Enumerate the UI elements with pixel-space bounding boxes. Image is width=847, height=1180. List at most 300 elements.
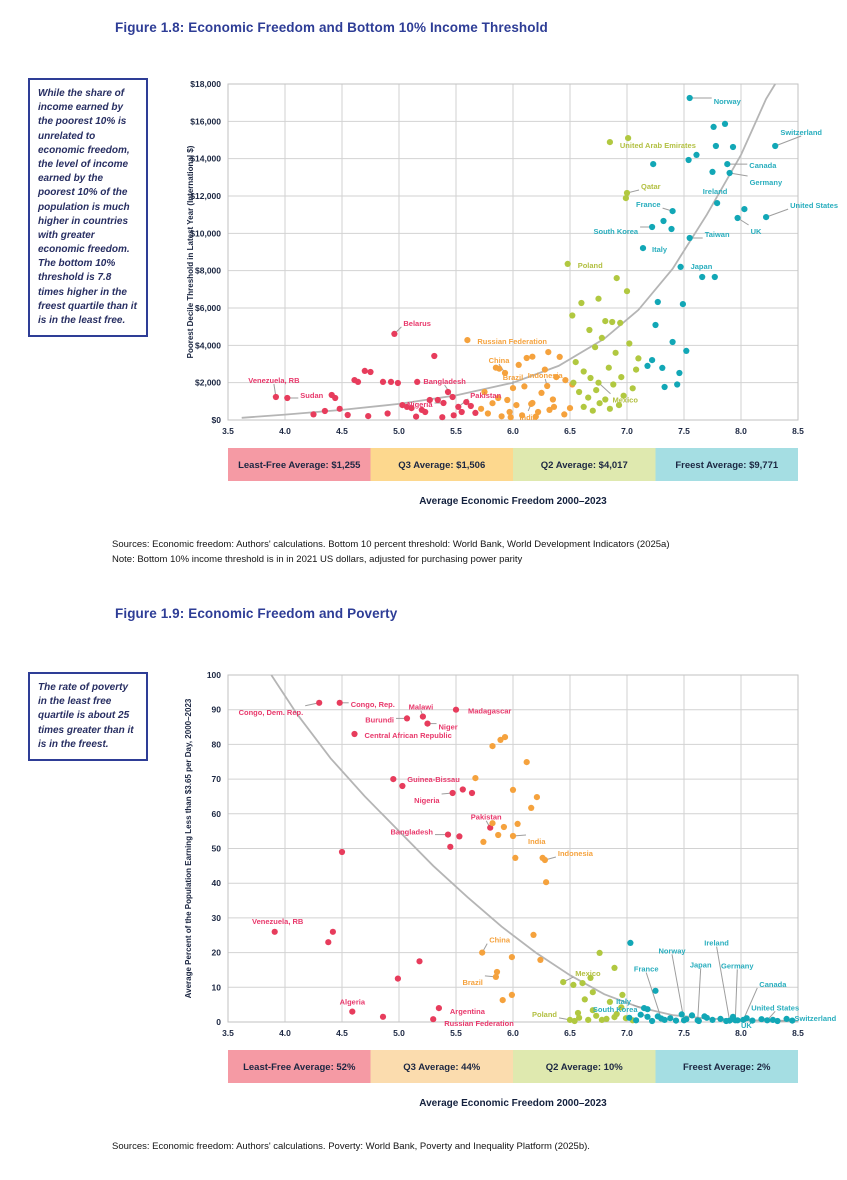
- figure-1-8-sources-line: Sources: Economic freedom: Authors' calculations. Bottom 10 percent threshold: World Bank, World Development Indicators (2025a): [112, 539, 670, 550]
- x-tick-label: 3.5: [222, 1028, 234, 1038]
- data-point: [735, 215, 741, 221]
- figure-1-8-title: Figure 1.8: Economic Freedom and Bottom 10% Income Threshold: [115, 20, 548, 35]
- quartile-band-label: Q3 Average: 44%: [403, 1062, 481, 1073]
- x-tick-label: 4.0: [279, 1028, 291, 1038]
- data-point: [652, 322, 658, 328]
- data-point: [570, 982, 576, 988]
- data-point: [714, 200, 720, 206]
- country-label: UK: [741, 1020, 752, 1030]
- data-point: [464, 337, 470, 343]
- data-point: [662, 384, 668, 390]
- y-tick-label: 60: [211, 808, 221, 819]
- y-tick-label: 100: [206, 670, 221, 680]
- data-point: [662, 1017, 668, 1023]
- data-point: [500, 997, 506, 1003]
- country-label: India: [519, 412, 537, 422]
- figure-1-9-sources: [112, 1140, 832, 1155]
- data-point: [590, 989, 596, 995]
- data-point: [704, 1015, 710, 1021]
- data-point: [683, 348, 689, 354]
- x-tick-label: 8.5: [792, 426, 804, 436]
- country-label: Italy: [616, 997, 632, 1007]
- country-label: China: [488, 356, 510, 365]
- data-point: [735, 1017, 741, 1023]
- y-tick-label: 0: [216, 1017, 221, 1027]
- data-point: [551, 404, 557, 410]
- data-point: [614, 275, 620, 281]
- data-point: [529, 354, 535, 360]
- quartile-band-label: Freest Average: $9,771: [675, 460, 779, 471]
- data-point: [332, 395, 338, 401]
- data-point: [395, 976, 401, 982]
- data-point: [687, 95, 693, 101]
- data-point: [365, 413, 371, 419]
- data-point: [424, 721, 430, 727]
- data-point: [385, 410, 391, 416]
- y-tick-label: 30: [211, 912, 221, 923]
- x-tick-label: 8.0: [735, 426, 747, 436]
- x-tick-label: 7.5: [678, 1028, 690, 1038]
- y-tick-label: $0: [211, 415, 221, 425]
- data-point: [764, 1017, 770, 1023]
- data-point: [659, 365, 665, 371]
- data-point: [602, 318, 608, 324]
- data-point: [489, 743, 495, 749]
- country-label: Congo, Dem. Rep.: [238, 707, 304, 717]
- data-point: [509, 992, 515, 998]
- country-label: Central African Republic: [364, 731, 452, 740]
- data-point: [699, 274, 705, 280]
- data-point: [355, 379, 361, 385]
- data-point: [422, 409, 428, 415]
- label-leader-line: [698, 968, 701, 1020]
- data-point: [453, 707, 459, 713]
- figure-1-8-sidebar-text: While the share of income earned by the poorest 10% is unrelated to economic freedom, the level of income earned by the poorest 10% of the population is much higher in countries with greater economic freedom. The bottom 10% threshold is 7.8 times higher in the freest quartile than it is in the least free.: [38, 88, 137, 326]
- data-point: [686, 157, 692, 163]
- data-point: [784, 1016, 790, 1022]
- data-point: [630, 385, 636, 391]
- country-label: Madagascar: [468, 706, 512, 716]
- country-label: France: [633, 964, 659, 974]
- data-point: [524, 355, 530, 361]
- data-point: [602, 396, 608, 402]
- data-point: [507, 409, 513, 415]
- data-point: [380, 379, 386, 385]
- data-point: [450, 790, 456, 796]
- data-point: [516, 362, 522, 368]
- data-point: [696, 1018, 702, 1024]
- data-point: [585, 1017, 591, 1023]
- label-leader-line: [775, 136, 801, 146]
- data-point: [469, 790, 475, 796]
- country-label: Switzerland: [794, 1014, 837, 1023]
- country-label: Japan: [689, 960, 712, 970]
- data-point: [538, 390, 544, 396]
- data-point: [711, 124, 717, 130]
- data-point: [543, 879, 549, 885]
- country-label: Canada: [749, 161, 777, 171]
- quartile-band-label: Q3 Average: $1,506: [398, 460, 486, 471]
- data-point: [644, 1006, 650, 1012]
- data-point: [727, 170, 733, 176]
- figure-1-8-note-line: Note: Bottom 10% income threshold is in in 2021 US dollars, adjusted for purchasing power parity: [112, 553, 523, 565]
- y-axis-title: Poorest Decile Threshold in Latest Year (International $): [186, 145, 195, 359]
- x-tick-label: 4.5: [336, 426, 348, 436]
- data-point: [430, 1016, 436, 1022]
- country-label: Mexico: [612, 395, 638, 405]
- figure-1-9-sidebar-text: The rate of poverty in the least free quartile is about 25 times greater than it is in the freest.: [38, 682, 134, 750]
- data-point: [510, 833, 516, 839]
- data-point: [618, 374, 624, 380]
- data-point: [644, 363, 650, 369]
- data-point: [772, 143, 778, 149]
- data-point: [395, 380, 401, 386]
- data-point: [582, 996, 588, 1002]
- data-point: [590, 408, 596, 414]
- data-point: [597, 950, 603, 956]
- country-label: South Korea: [593, 227, 639, 236]
- data-point: [472, 775, 478, 781]
- data-point: [310, 411, 316, 417]
- country-label: Russian Federation: [444, 1019, 514, 1029]
- x-tick-label: 6.0: [507, 426, 519, 436]
- x-tick-label: 7.0: [621, 426, 633, 436]
- data-point: [573, 359, 579, 365]
- data-point: [431, 353, 437, 359]
- data-point: [337, 700, 343, 706]
- data-point: [322, 408, 328, 414]
- data-point: [440, 400, 446, 406]
- data-point: [420, 714, 426, 720]
- x-tick-label: 5.0: [393, 426, 405, 436]
- country-label: Switzerland: [780, 128, 823, 137]
- country-label: Qatar: [641, 182, 661, 191]
- data-point: [380, 1014, 386, 1020]
- data-point: [660, 218, 666, 224]
- data-point: [679, 1011, 685, 1017]
- data-point: [557, 354, 563, 360]
- data-point: [445, 389, 451, 395]
- y-tick-label: $4,000: [195, 340, 221, 351]
- y-tick-label: $10,000: [190, 228, 221, 239]
- data-point: [445, 832, 451, 838]
- y-tick-label: $8,000: [195, 265, 221, 276]
- data-point: [597, 400, 603, 406]
- data-point: [723, 1018, 729, 1024]
- country-label: Argentina: [449, 1007, 485, 1017]
- data-point: [610, 381, 616, 387]
- data-point: [640, 245, 646, 251]
- x-tick-label: 8.5: [792, 1028, 804, 1038]
- country-label: France: [635, 200, 661, 210]
- data-point: [391, 331, 397, 337]
- country-label: Indonesia: [527, 371, 563, 380]
- data-point: [530, 932, 536, 938]
- y-tick-label: 80: [211, 739, 221, 750]
- figure-1-8-sources: [112, 538, 832, 567]
- data-point: [478, 406, 484, 412]
- data-point: [390, 776, 396, 782]
- data-point: [455, 404, 461, 410]
- x-tick-label: 4.5: [336, 1028, 348, 1038]
- country-label: Brazil: [462, 977, 483, 987]
- data-point: [496, 366, 502, 372]
- data-point: [633, 1017, 639, 1023]
- data-point: [561, 411, 567, 417]
- data-point: [649, 357, 655, 363]
- data-point: [565, 261, 571, 267]
- x-tick-label: 5.5: [450, 1028, 462, 1038]
- country-label: United Arab Emirates: [619, 141, 696, 151]
- y-tick-label: $16,000: [190, 116, 221, 127]
- x-tick-label: 5.5: [450, 426, 462, 436]
- country-label: Norway: [658, 946, 686, 956]
- y-axis-title: Average Percent of the Population Earning Less than $3.65 per Day, 2000–2023: [184, 698, 193, 999]
- data-point: [316, 700, 322, 706]
- data-point: [550, 396, 556, 402]
- x-tick-label: 4.0: [279, 426, 291, 436]
- y-tick-label: $2,000: [195, 377, 221, 388]
- data-point: [607, 139, 613, 145]
- data-point: [581, 368, 587, 374]
- country-label: Poland: [577, 260, 603, 270]
- data-point: [416, 958, 422, 964]
- data-point: [456, 833, 462, 839]
- data-point: [502, 734, 508, 740]
- data-point: [339, 849, 345, 855]
- country-label: Japan: [690, 261, 713, 271]
- y-tick-label: 70: [211, 774, 221, 785]
- x-tick-label: 6.0: [507, 1028, 519, 1038]
- data-point: [587, 375, 593, 381]
- x-tick-label: 5.0: [393, 1028, 405, 1038]
- data-point: [655, 299, 661, 305]
- data-point: [489, 400, 495, 406]
- data-point: [499, 413, 505, 419]
- y-tick-label: 90: [211, 704, 221, 715]
- data-point: [272, 929, 278, 935]
- data-point: [399, 783, 405, 789]
- data-point: [325, 939, 331, 945]
- data-point: [585, 395, 591, 401]
- data-point: [635, 355, 641, 361]
- data-point: [337, 406, 343, 412]
- data-point: [544, 383, 550, 389]
- data-point: [504, 397, 510, 403]
- data-point: [609, 319, 615, 325]
- data-point: [655, 1013, 661, 1019]
- data-point: [480, 839, 486, 845]
- data-point: [652, 988, 658, 994]
- data-point: [284, 395, 290, 401]
- data-point: [404, 715, 410, 721]
- x-tick-label: 7.0: [621, 1028, 633, 1038]
- data-point: [593, 387, 599, 393]
- data-point: [713, 143, 719, 149]
- figure-1-9-sources-line: Sources: Economic freedom: Authors' calculations. Poverty: World Bank, Poverty and Inequality Platform (2025b).: [112, 1141, 590, 1152]
- country-label: Nigeria: [407, 400, 433, 409]
- data-point: [479, 950, 485, 956]
- data-point: [537, 957, 543, 963]
- data-point: [414, 379, 420, 385]
- country-label: Malawi: [408, 702, 434, 712]
- data-point: [349, 1009, 355, 1015]
- country-label: Burundi: [365, 715, 394, 725]
- data-point: [668, 226, 674, 232]
- data-point: [624, 288, 630, 294]
- country-label: Germany: [721, 961, 754, 971]
- y-tick-label: $12,000: [190, 191, 221, 201]
- figure-1-9-title: Figure 1.9: Economic Freedom and Poverty: [115, 606, 398, 621]
- data-point: [758, 1016, 764, 1022]
- data-point: [581, 404, 587, 410]
- quartile-band-label: Least-Free Average: 52%: [243, 1062, 356, 1073]
- data-point: [627, 940, 633, 946]
- data-point: [578, 300, 584, 306]
- data-point: [512, 855, 518, 861]
- data-point: [676, 370, 682, 376]
- y-tick-label: 10: [211, 982, 221, 993]
- data-point: [670, 339, 676, 345]
- data-point: [638, 1012, 644, 1018]
- figure-1-9-chart: [157, 661, 847, 1123]
- data-point: [569, 312, 575, 318]
- y-tick-label: 40: [211, 878, 221, 889]
- country-label: Venezuela, RB: [248, 376, 300, 385]
- country-label: Guinea-Bissau: [407, 775, 460, 785]
- data-point: [709, 1017, 715, 1023]
- figure-1-9-sidebar-note: [28, 672, 148, 761]
- data-point: [579, 980, 585, 986]
- country-label: Belarus: [403, 318, 431, 328]
- data-point: [626, 340, 632, 346]
- data-point: [472, 410, 478, 416]
- y-tick-label: $6,000: [195, 303, 221, 313]
- y-tick-label: $18,000: [190, 79, 221, 89]
- country-label: Taiwan: [704, 230, 730, 239]
- data-point: [545, 349, 551, 355]
- data-point: [576, 1015, 582, 1021]
- data-point: [611, 965, 617, 971]
- x-tick-label: 8.0: [735, 1028, 747, 1038]
- data-point: [717, 1016, 723, 1022]
- label-leader-line: [766, 209, 788, 217]
- country-label: UK: [750, 227, 762, 236]
- data-point: [459, 409, 465, 415]
- data-point: [513, 402, 519, 408]
- country-label: United States: [751, 1003, 800, 1013]
- data-point: [508, 414, 514, 420]
- country-label: Niger: [438, 722, 458, 732]
- label-leader-line: [717, 947, 730, 1021]
- data-point: [388, 379, 394, 385]
- data-point: [540, 855, 546, 861]
- country-label: Poland: [531, 1009, 557, 1019]
- data-point: [436, 1005, 442, 1011]
- data-point: [599, 335, 605, 341]
- data-point: [345, 412, 351, 418]
- data-point: [362, 368, 368, 374]
- data-point: [485, 410, 491, 416]
- data-point: [741, 206, 747, 212]
- data-point: [689, 1012, 695, 1018]
- data-point: [709, 169, 715, 175]
- data-point: [680, 301, 686, 307]
- data-point: [560, 979, 566, 985]
- country-label: Venezuela, RB: [252, 916, 304, 926]
- data-point: [567, 405, 573, 411]
- data-point: [683, 1016, 689, 1022]
- data-point: [515, 821, 521, 827]
- data-point: [460, 786, 466, 792]
- data-point: [592, 344, 598, 350]
- data-point: [673, 1018, 679, 1024]
- data-point: [606, 365, 612, 371]
- quartile-band-label: Least-Free Average: $1,255: [238, 460, 361, 471]
- y-tick-label: $14,000: [190, 153, 221, 164]
- quartile-band-label: Q2 Average: 10%: [545, 1062, 623, 1073]
- country-label: Algeria: [339, 997, 366, 1007]
- data-point: [693, 152, 699, 158]
- data-point: [603, 1016, 609, 1022]
- country-label: Ireland: [702, 187, 728, 197]
- country-label: Canada: [759, 979, 787, 989]
- data-point: [687, 235, 693, 241]
- country-label: Sudan: [300, 391, 324, 400]
- figure-1-8-chart: [157, 70, 847, 518]
- country-label: Norway: [713, 97, 741, 106]
- country-label: Russian Federation: [477, 337, 548, 347]
- data-point: [670, 208, 676, 214]
- data-point: [613, 350, 619, 356]
- country-label: South Korea: [592, 1004, 638, 1014]
- data-point: [524, 759, 530, 765]
- data-point: [633, 367, 639, 373]
- data-point: [494, 969, 500, 975]
- data-point: [626, 1015, 632, 1021]
- country-label: Indonesia: [557, 849, 593, 858]
- x-tick-label: 6.5: [564, 1028, 576, 1038]
- y-tick-label: 20: [211, 947, 221, 958]
- country-label: Congo, Rep.: [350, 699, 395, 709]
- data-point: [586, 327, 592, 333]
- data-point: [509, 954, 515, 960]
- data-point: [570, 380, 576, 386]
- data-point: [273, 394, 279, 400]
- data-point: [351, 731, 357, 737]
- data-point: [495, 832, 501, 838]
- data-point: [510, 787, 516, 793]
- country-label: Germany: [749, 178, 783, 187]
- country-label: United States: [790, 201, 839, 211]
- label-leader-line: [735, 969, 737, 1020]
- data-point: [413, 414, 419, 420]
- figure-1-8-sidebar-note: [28, 78, 148, 337]
- data-point: [607, 406, 613, 412]
- data-point: [451, 412, 457, 418]
- x-tick-label: 6.5: [564, 426, 576, 436]
- data-point: [595, 380, 601, 386]
- data-point: [529, 400, 535, 406]
- data-point: [624, 190, 630, 196]
- quartile-band-label: Q2 Average: $4,017: [540, 460, 628, 471]
- data-point: [650, 161, 656, 167]
- country-label: Nigeria: [414, 796, 440, 805]
- data-point: [521, 383, 527, 389]
- data-point: [722, 121, 728, 127]
- data-point: [534, 794, 540, 800]
- country-label: Mexico: [575, 969, 601, 979]
